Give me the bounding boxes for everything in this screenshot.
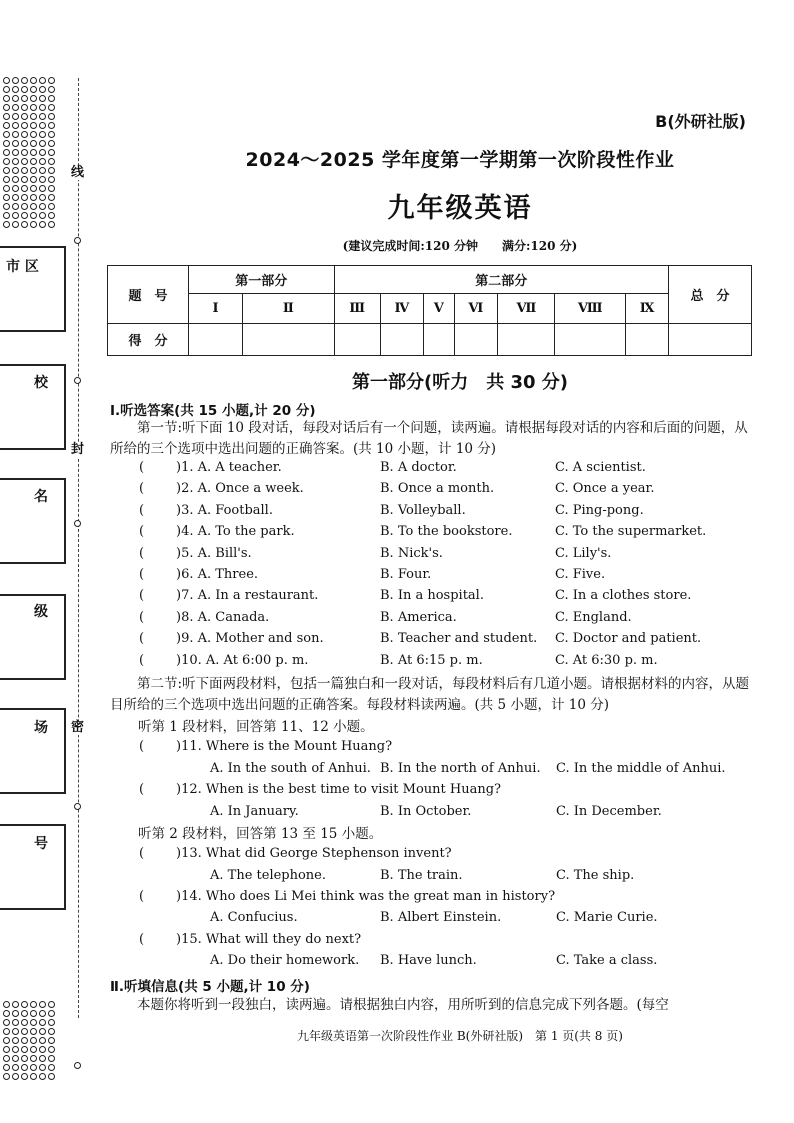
binding-hole [21, 176, 28, 183]
question-3-option-b: B. Volleyball. [380, 502, 466, 518]
score-cell[interactable] [555, 324, 626, 356]
binding-hole [48, 176, 55, 183]
question-1-option-b: B. A doctor. [380, 460, 457, 475]
question-10-option-a: )10. A. At 6:00 p. m. [176, 652, 309, 668]
binding-hole [39, 104, 46, 111]
binding-hole [3, 1010, 10, 1017]
page-footer: 九年级英语第一次阶段性作业 B(外研社版) 第 1 页(共 8 页) [297, 1029, 623, 1043]
binding-hole [21, 1001, 28, 1008]
class-field-box[interactable] [0, 594, 66, 680]
question-8-option-c: C. England. [555, 609, 632, 625]
score-cell[interactable] [626, 324, 669, 356]
question-4-option-b: B. To the bookstore. [380, 524, 513, 540]
cut-mark-secret: 密 [71, 720, 85, 735]
binding-hole [30, 1064, 37, 1071]
question-1-option-c: C. A scientist. [555, 460, 646, 475]
seat-number-label: 号 [34, 836, 48, 852]
numeral-cell: Ⅷ [555, 294, 626, 324]
question-7-option-c: C. In a clothes store. [555, 588, 692, 604]
exam-room-field-box[interactable] [0, 708, 66, 794]
question-13: )13. What did George Stephenson invent? [176, 846, 452, 861]
binding-holes-bottom [0, 1000, 62, 1090]
binding-hole [39, 122, 46, 129]
question-3-option-a: )3. A. Football. [176, 502, 273, 518]
binding-hole [21, 122, 28, 129]
score-cell[interactable] [498, 324, 555, 356]
question-9-option-a: )9. A. Mother and son. [176, 631, 324, 647]
question-10-option-b: B. At 6:15 p. m. [380, 652, 483, 668]
binding-hole [21, 1019, 28, 1026]
binding-hole [48, 1064, 55, 1071]
binding-hole [39, 1001, 46, 1008]
numeral-cell: Ⅸ [626, 294, 669, 324]
binding-hole [21, 95, 28, 102]
option-15a: A. Do their homework. [210, 953, 360, 968]
score-cell[interactable] [243, 324, 334, 356]
binding-hole [12, 1019, 19, 1026]
exam-title: 2024～2025 学年度第一学期第一次阶段性作业 [245, 149, 675, 171]
binding-hole [12, 113, 19, 120]
option-14a: A. Confucius. [210, 910, 298, 925]
binding-hole [12, 77, 19, 84]
binding-hole [21, 77, 28, 84]
binding-hole [12, 131, 19, 138]
score-cell[interactable] [380, 324, 423, 356]
binding-hole [39, 113, 46, 120]
binding-hole [3, 1019, 10, 1026]
answer-bracket[interactable]: ( [139, 567, 145, 582]
question-5-option-c: C. Lily's. [555, 545, 612, 561]
binding-hole [3, 1064, 10, 1071]
option-13b: B. The train. [380, 868, 463, 883]
question-1-option-a: )1. A. A teacher. [176, 460, 282, 475]
answer-bracket[interactable]: ( [139, 846, 145, 861]
binding-hole [30, 1055, 37, 1062]
answer-bracket[interactable]: ( [139, 481, 145, 497]
numeral-cell: Ⅴ [424, 294, 454, 324]
answer-bracket[interactable]: ( [139, 631, 145, 647]
question-10-option-c: C. At 6:30 p. m. [555, 652, 658, 668]
part1-title: 第一部分(听力 共 30 分) [351, 372, 569, 393]
seat-number-field-box[interactable] [0, 824, 66, 910]
question-4-option-a: )4. A. To the park. [176, 524, 295, 540]
binding-hole [48, 95, 55, 102]
binding-hole [3, 122, 10, 129]
question-12: )12. When is the best time to visit Mount Huang? [176, 782, 502, 797]
score-cell[interactable] [334, 324, 380, 356]
school-label: 校 [34, 375, 48, 391]
score-row-label: 得 分 [108, 324, 189, 356]
binding-hole [30, 131, 37, 138]
binding-hole [48, 77, 55, 84]
score-cell[interactable] [424, 324, 454, 356]
answer-bracket[interactable]: ( [139, 889, 145, 904]
binding-hole [30, 1010, 37, 1017]
binding-hole [30, 104, 37, 111]
option-13a: A. The telephone. [210, 868, 327, 883]
binding-hole [21, 113, 28, 120]
option-13c: C. The ship. [556, 868, 635, 883]
question-15: )15. What will they do next? [176, 932, 362, 947]
question-9-option-c: C. Doctor and patient. [555, 631, 702, 647]
binding-hole [39, 1055, 46, 1062]
binding-hole [3, 1001, 10, 1008]
answer-bracket[interactable]: ( [139, 652, 145, 668]
option-12b: B. In October. [380, 804, 472, 819]
binding-hole [39, 131, 46, 138]
question-9-option-b: B. Teacher and student. [380, 631, 538, 647]
answer-bracket[interactable]: ( [139, 460, 145, 475]
question-8-option-b: B. America. [380, 609, 457, 625]
question-6-option-c: C. Five. [555, 567, 606, 582]
binding-hole [3, 113, 10, 120]
city-label: 市 区 [6, 259, 39, 275]
name-field-box[interactable] [0, 478, 66, 564]
part2-header: 第二部分 [334, 266, 668, 294]
binding-hole [3, 104, 10, 111]
option-15c: C. Take a class. [556, 953, 658, 968]
cut-dot [74, 520, 81, 527]
binding-hole [12, 122, 19, 129]
section1-instruction2: 第二节:听下面两段材料，包括一篇独白和一段对话，每段材料后有几道小题。请根据材料的内容，从题目所给的三个选项中选出问题的正确答案。每段材料读两遍。(共 5 小题，计 10 分) [110, 676, 750, 713]
binding-hole [30, 1019, 37, 1026]
binding-hole [3, 77, 10, 84]
binding-hole [30, 122, 37, 129]
binding-hole [3, 1055, 10, 1062]
cut-dot [74, 1062, 81, 1069]
question-number-header: 题 号 [108, 266, 189, 324]
answer-bracket[interactable]: ( [139, 545, 145, 561]
question-5-option-a: )5. A. Bill's. [176, 545, 252, 561]
score-cell[interactable] [454, 324, 498, 356]
material1-label: 听第 1 段材料，回答第 11、12 小题。 [138, 719, 374, 735]
question-7-option-a: )7. A. In a restaurant. [176, 588, 319, 604]
option-12a: A. In January. [210, 804, 299, 819]
numeral-cell: Ⅳ [380, 294, 423, 324]
binding-hole [48, 1055, 55, 1062]
option-15b: B. Have lunch. [380, 953, 477, 968]
question-5-option-b: B. Nick's. [380, 545, 443, 561]
cut-mark-line: 线 [71, 165, 85, 180]
binding-hole [39, 77, 46, 84]
question-11: )11. Where is the Mount Huang? [176, 739, 393, 754]
numeral-cell: Ⅰ [189, 294, 243, 324]
answer-bracket[interactable]: ( [139, 588, 145, 604]
binding-hole [30, 95, 37, 102]
option-11b: B. In the north of Anhui. [380, 761, 541, 776]
binding-hole [30, 1073, 37, 1080]
binding-hole [12, 1055, 19, 1062]
question-8-option-a: )8. A. Canada. [176, 609, 270, 625]
question-14: )14. Who does Li Mei think was the great man in history? [176, 889, 556, 904]
binding-hole [39, 86, 46, 93]
answer-bracket[interactable]: ( [139, 524, 145, 540]
score-cell[interactable] [189, 324, 243, 356]
binding-hole [30, 86, 37, 93]
question-2-option-a: )2. A. Once a week. [176, 481, 304, 497]
binding-hole [12, 1064, 19, 1071]
binding-hole [39, 1010, 46, 1017]
name-label: 名 [34, 489, 48, 505]
binding-hole [21, 1064, 28, 1071]
answer-bracket[interactable]: ( [139, 782, 145, 797]
edition-label: B(外研社版) [655, 112, 746, 131]
binding-hole [21, 1073, 28, 1080]
binding-hole [39, 1064, 46, 1071]
option-14b: B. Albert Einstein. [380, 910, 502, 925]
option-14c: C. Marie Curie. [556, 910, 658, 925]
subject-title: 九年级英语 [387, 193, 533, 224]
binding-hole [12, 1010, 19, 1017]
binding-hole [12, 104, 19, 111]
answer-bracket[interactable]: ( [139, 739, 145, 754]
numeral-cell: Ⅵ [454, 294, 498, 324]
binding-hole [48, 1010, 55, 1017]
question-3-option-c: C. Ping-pong. [555, 502, 644, 518]
binding-hole [12, 176, 19, 183]
question-6-option-b: B. Four. [380, 567, 432, 582]
binding-hole [3, 95, 10, 102]
binding-hole [48, 122, 55, 129]
binding-hole [39, 1046, 46, 1053]
binding-hole [21, 1055, 28, 1062]
binding-hole [21, 131, 28, 138]
binding-hole [30, 77, 37, 84]
binding-hole [30, 176, 37, 183]
option-11c: C. In the middle of Anhui. [556, 761, 726, 776]
question-7-option-b: B. In a hospital. [380, 588, 484, 604]
answer-bracket[interactable]: ( [139, 609, 145, 625]
binding-hole [21, 86, 28, 93]
class-label: 级 [34, 604, 48, 620]
section1-heading: Ⅰ.听选答案(共 15 小题,计 20 分) [110, 403, 316, 419]
binding-hole [39, 176, 46, 183]
numeral-cell: Ⅶ [498, 294, 555, 324]
option-11a: A. In the south of Anhui. [210, 761, 371, 776]
binding-hole [39, 1073, 46, 1080]
numeral-cell: Ⅲ [334, 294, 380, 324]
cut-mark-seal: 封 [71, 442, 85, 457]
answer-bracket[interactable]: ( [139, 502, 145, 518]
binding-hole [21, 1046, 28, 1053]
exam-room-label: 场 [34, 720, 48, 736]
question-2-option-b: B. Once a month. [380, 481, 495, 497]
binding-hole [3, 1046, 10, 1053]
total-score-cell[interactable] [669, 324, 752, 356]
part1-header: 第一部分 [189, 266, 335, 294]
binding-hole [12, 1073, 19, 1080]
binding-hole [12, 1046, 19, 1053]
binding-hole [12, 1001, 19, 1008]
binding-hole [39, 1019, 46, 1026]
material2-label: 听第 2 段材料，回答第 13 至 15 小题。 [138, 826, 383, 842]
option-12c: C. In December. [556, 804, 662, 819]
binding-hole [48, 1073, 55, 1080]
binding-hole [3, 131, 10, 138]
cut-dot [74, 803, 81, 810]
binding-hole [30, 113, 37, 120]
binding-hole [21, 1010, 28, 1017]
binding-hole [48, 1019, 55, 1026]
binding-hole [48, 1001, 55, 1008]
score-table [107, 265, 752, 356]
binding-hole [48, 104, 55, 111]
section2-heading: Ⅱ.听填信息(共 5 小题,计 10 分) [110, 979, 310, 995]
question-4-option-c: C. To the supermarket. [555, 524, 707, 540]
question-2-option-c: C. Once a year. [555, 481, 655, 497]
binding-hole [12, 86, 19, 93]
binding-hole [48, 113, 55, 120]
binding-hole [30, 1001, 37, 1008]
binding-hole [3, 1073, 10, 1080]
binding-hole [3, 86, 10, 93]
section1-instruction1: 第一节:听下面 10 段对话，每段对话后有一个问题，读两遍。请根据每段对话的内容和后面的问题，从所给的三个选项中选出问题的正确答案。(共 10 小题，计 10 分) [110, 420, 748, 457]
binding-hole [3, 176, 10, 183]
time-note: (建议完成时间:120 分钟 满分:120 分) [342, 239, 578, 253]
answer-bracket[interactable]: ( [139, 932, 145, 947]
binding-hole [48, 86, 55, 93]
numeral-cell: Ⅱ [243, 294, 334, 324]
binding-hole [48, 1046, 55, 1053]
binding-hole [21, 104, 28, 111]
binding-hole [12, 95, 19, 102]
binding-hole [30, 1046, 37, 1053]
section2-instruction: 本题你将听到一段独白，读两遍。请根据独白内容，用所听到的信息完成下列各题。(每空 [137, 997, 669, 1013]
binding-hole [39, 95, 46, 102]
binding-hole [48, 131, 55, 138]
question-6-option-a: )6. A. Three. [176, 567, 259, 582]
total-header: 总 分 [669, 266, 752, 324]
